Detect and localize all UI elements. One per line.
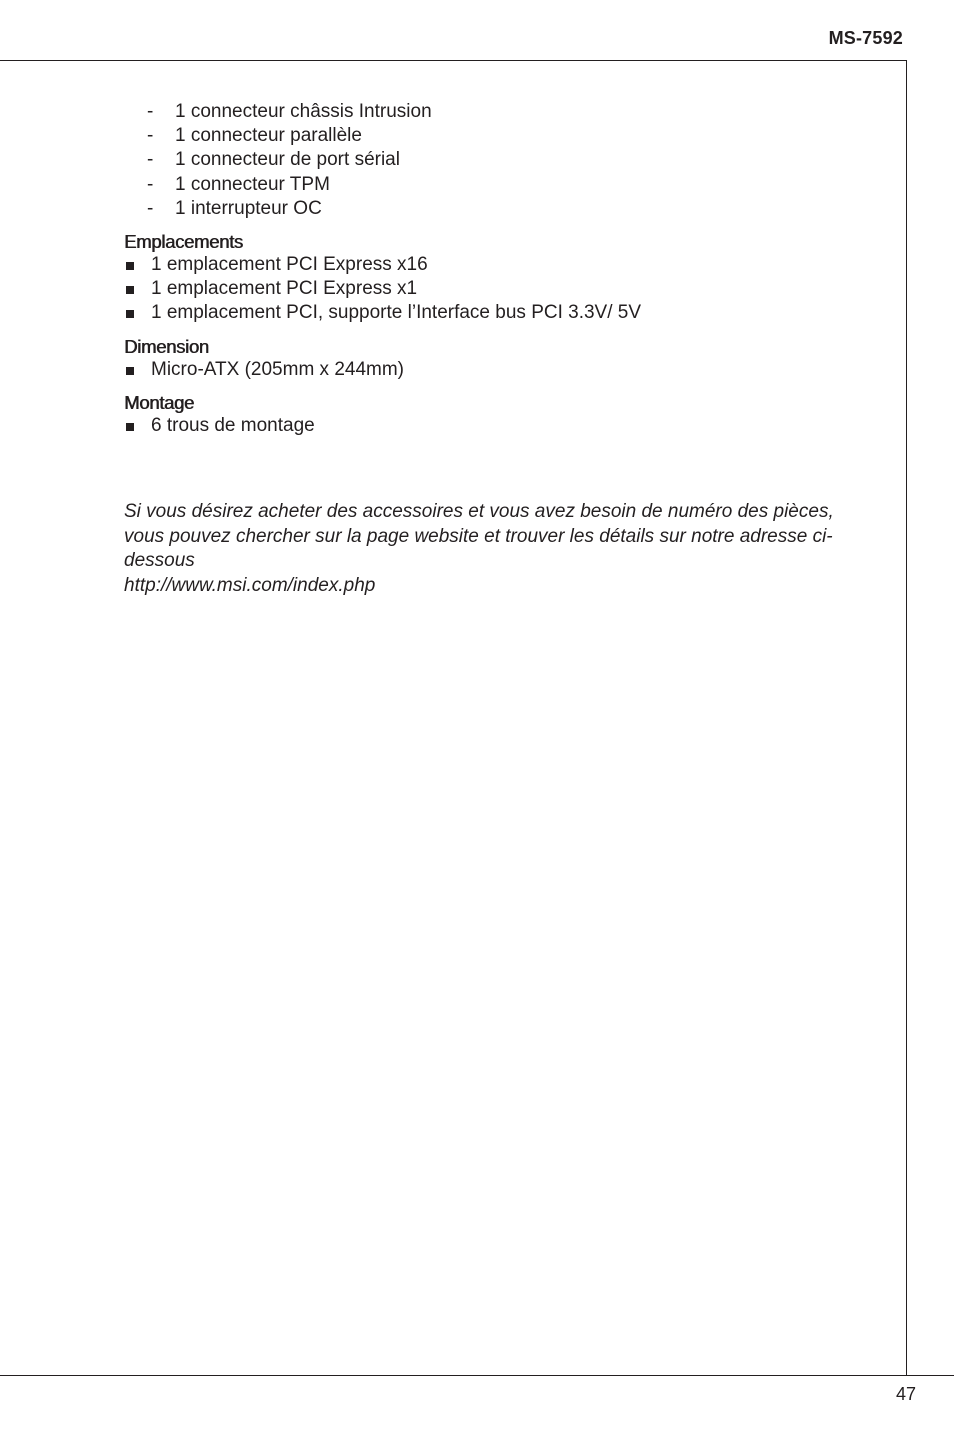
- list-item-text: 1 connecteur châssis Intrusion: [175, 101, 432, 122]
- list-item: [124, 100, 864, 124]
- model-number: MS-7592: [828, 28, 903, 48]
- dash-marker: -: [147, 125, 154, 147]
- slots-list: [124, 253, 864, 326]
- list-item: [124, 277, 864, 301]
- list-item: [124, 358, 864, 382]
- square-bullet-icon: [126, 310, 134, 318]
- right-margin-rule: [906, 60, 907, 1376]
- dash-marker: -: [147, 101, 154, 122]
- list-item: [124, 197, 864, 221]
- page-content: [124, 100, 864, 598]
- list-item: [124, 148, 864, 172]
- square-bullet-icon: [126, 262, 134, 270]
- list-item: [124, 253, 864, 277]
- list-item: [124, 301, 864, 325]
- list-item-text: 1 emplacement PCI Express x1: [151, 278, 418, 300]
- list-item-text: 1 connecteur de port sérial: [175, 149, 400, 171]
- page-number: 47: [895, 1384, 916, 1404]
- list-item-text: 1 connecteur TPM: [175, 173, 330, 195]
- connector-list: [124, 100, 864, 221]
- section-title-slots: Emplacements: [124, 231, 243, 253]
- header-divider: [0, 60, 907, 61]
- list-item-text: 1 interrupteur OC: [175, 197, 322, 219]
- footer-divider: [0, 1375, 954, 1376]
- dimension-list: [124, 358, 864, 382]
- square-bullet-icon: [126, 367, 134, 375]
- dash-marker: -: [147, 149, 154, 171]
- list-item-text: 1 emplacement PCI, supporte l’Interface bus PCI 3.3V/ 5V: [151, 302, 642, 324]
- list-item-text: 6 trous de montage: [151, 414, 315, 436]
- mounting-list: [124, 414, 864, 438]
- list-item-text: 1 emplacement PCI Express x16: [151, 254, 428, 276]
- dash-marker: -: [147, 173, 154, 195]
- list-item: [124, 173, 864, 197]
- accessories-note: [124, 500, 864, 598]
- section-title-dimension: Dimension: [124, 335, 209, 357]
- square-bullet-icon: [126, 286, 134, 294]
- square-bullet-icon: [126, 423, 134, 431]
- list-item-text: 1 connecteur parallèle: [175, 125, 362, 147]
- list-item-text: Micro-ATX (205mm x 244mm): [151, 358, 405, 380]
- dash-marker: -: [147, 197, 154, 219]
- note-text: Si vous désirez acheter des accessoires et vous avez besoin de numéro des pièces, vous pouvez chercher sur la page website et trouver les détails sur notre adresse ci-dessous: [124, 501, 834, 572]
- list-item: [124, 414, 864, 438]
- section-title-mounting: Montage: [124, 391, 194, 413]
- website-link[interactable]: http://www.msi.com/index.php: [124, 574, 376, 596]
- list-item: [124, 124, 864, 148]
